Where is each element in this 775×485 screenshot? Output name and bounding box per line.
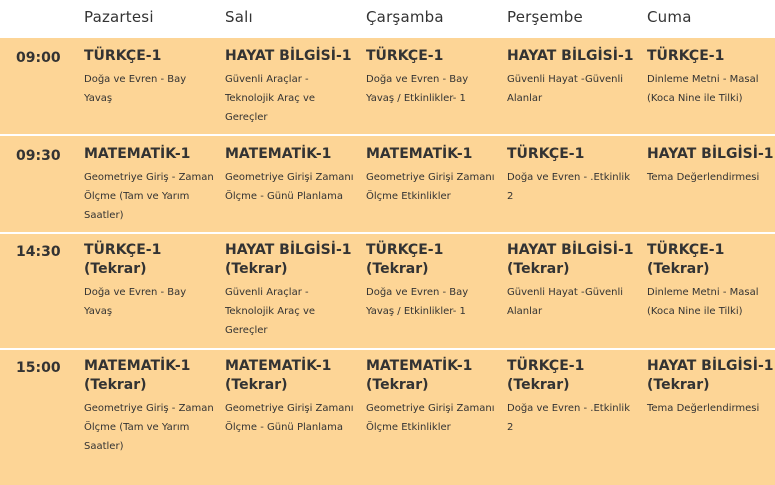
lesson-description: Tema Değerlendirmesi bbox=[647, 172, 760, 183]
lesson-description: Doğa ve Evren - Bay Yavaş / Etkinlikler- 1 bbox=[366, 287, 469, 317]
repeat-label: (Tekrar) bbox=[366, 261, 429, 277]
lesson-description: Güvenli Araçlar - Teknolojik Araç ve Gereçler bbox=[225, 74, 316, 123]
row-divider bbox=[0, 232, 775, 234]
course-name: MATEMATİK-1 bbox=[84, 146, 191, 162]
repeat-label: (Tekrar) bbox=[507, 261, 570, 277]
lesson-description: Doğa ve Evren - .Etkinlik 2 bbox=[507, 172, 630, 202]
course-name: TÜRKÇE-1 bbox=[647, 242, 725, 258]
lesson-description: Geometriye Girişi Zamanı Ölçme - Günü Planlama bbox=[225, 172, 354, 202]
lesson-cell bbox=[366, 357, 498, 437]
course-name: HAYAT BİLGİSİ-1 bbox=[647, 358, 774, 374]
course-name: MATEMATİK-1 bbox=[84, 358, 191, 374]
lesson-cell bbox=[647, 47, 775, 108]
lesson-cell bbox=[366, 145, 498, 206]
day-header-tuesday: Salı bbox=[225, 8, 253, 26]
course-name: HAYAT BİLGİSİ-1 bbox=[225, 48, 352, 64]
lesson-cell bbox=[647, 145, 775, 187]
course-name: TÜRKÇE-1 bbox=[84, 48, 162, 64]
lesson-description: Doğa ve Evren - .Etkinlik 2 bbox=[507, 403, 630, 433]
lesson-cell bbox=[507, 357, 639, 437]
lesson-description: Güvenli Hayat -Güvenli Alanlar bbox=[507, 287, 624, 317]
lesson-cell bbox=[84, 47, 216, 108]
day-header-monday: Pazartesi bbox=[84, 8, 154, 26]
row-divider bbox=[0, 348, 775, 350]
day-header-friday: Cuma bbox=[647, 8, 692, 26]
repeat-label: (Tekrar) bbox=[647, 377, 710, 393]
repeat-label: (Tekrar) bbox=[647, 261, 710, 277]
lesson-cell bbox=[647, 241, 775, 321]
lesson-description: Geometriye Giriş - Zaman Ölçme (Tam ve Yarım Saatler) bbox=[84, 403, 214, 452]
lesson-cell bbox=[225, 357, 357, 437]
time-label: 09:30 bbox=[16, 148, 61, 164]
row-divider bbox=[0, 134, 775, 136]
lesson-description: Güvenli Araçlar - Teknolojik Araç ve Gereçler bbox=[225, 287, 316, 336]
lesson-cell bbox=[366, 241, 498, 321]
lesson-cell bbox=[366, 47, 498, 108]
lesson-description: Güvenli Hayat -Güvenli Alanlar bbox=[507, 74, 624, 104]
repeat-label: (Tekrar) bbox=[366, 377, 429, 393]
lesson-description: Dinleme Metni - Masal (Koca Nine ile Tilki) bbox=[647, 287, 759, 317]
course-name: HAYAT BİLGİSİ-1 bbox=[507, 242, 634, 258]
course-name: TÜRKÇE-1 bbox=[366, 242, 444, 258]
course-name: MATEMATİK-1 bbox=[225, 358, 332, 374]
repeat-label: (Tekrar) bbox=[84, 261, 147, 277]
lesson-cell bbox=[225, 145, 357, 206]
course-name: TÜRKÇE-1 bbox=[84, 242, 162, 258]
repeat-label: (Tekrar) bbox=[84, 377, 147, 393]
lesson-description: Doğa ve Evren - Bay Yavaş bbox=[84, 287, 187, 317]
lesson-description: Geometriye Girişi Zamanı Ölçme Etkinlikler bbox=[366, 172, 495, 202]
course-name: TÜRKÇE-1 bbox=[507, 358, 585, 374]
course-name: HAYAT BİLGİSİ-1 bbox=[507, 48, 634, 64]
lesson-cell bbox=[647, 357, 775, 418]
lesson-cell bbox=[84, 145, 216, 225]
course-name: TÜRKÇE-1 bbox=[647, 48, 725, 64]
time-label: 15:00 bbox=[16, 360, 61, 376]
course-name: MATEMATİK-1 bbox=[366, 358, 473, 374]
lesson-cell bbox=[225, 47, 357, 127]
course-name: MATEMATİK-1 bbox=[225, 146, 332, 162]
schedule-header bbox=[0, 0, 775, 38]
lesson-description: Geometriye Girişi Zamanı Ölçme Etkinlikler bbox=[366, 403, 495, 433]
lesson-cell bbox=[507, 145, 639, 206]
lesson-description: Doğa ve Evren - Bay Yavaş bbox=[84, 74, 187, 104]
lesson-cell bbox=[84, 241, 216, 321]
course-name: TÜRKÇE-1 bbox=[507, 146, 585, 162]
lesson-description: Geometriye Giriş - Zaman Ölçme (Tam ve Yarım Saatler) bbox=[84, 172, 214, 221]
lesson-cell bbox=[84, 357, 216, 456]
repeat-label: (Tekrar) bbox=[225, 377, 288, 393]
day-header-wednesday: Çarşamba bbox=[366, 8, 444, 26]
lesson-description: Geometriye Girişi Zamanı Ölçme - Günü Planlama bbox=[225, 403, 354, 433]
course-name: MATEMATİK-1 bbox=[366, 146, 473, 162]
lesson-cell bbox=[507, 241, 639, 321]
time-label: 14:30 bbox=[16, 244, 61, 260]
lesson-cell bbox=[225, 241, 357, 340]
lesson-description: Doğa ve Evren - Bay Yavaş / Etkinlikler- 1 bbox=[366, 74, 469, 104]
lesson-description: Tema Değerlendirmesi bbox=[647, 403, 760, 414]
course-name: TÜRKÇE-1 bbox=[366, 48, 444, 64]
course-name: HAYAT BİLGİSİ-1 bbox=[647, 146, 774, 162]
day-header-thursday: Perşembe bbox=[507, 8, 583, 26]
repeat-label: (Tekrar) bbox=[225, 261, 288, 277]
course-name: HAYAT BİLGİSİ-1 bbox=[225, 242, 352, 258]
lesson-description: Dinleme Metni - Masal (Koca Nine ile Tilki) bbox=[647, 74, 759, 104]
lesson-cell bbox=[507, 47, 639, 108]
time-label: 09:00 bbox=[16, 50, 61, 66]
repeat-label: (Tekrar) bbox=[507, 377, 570, 393]
